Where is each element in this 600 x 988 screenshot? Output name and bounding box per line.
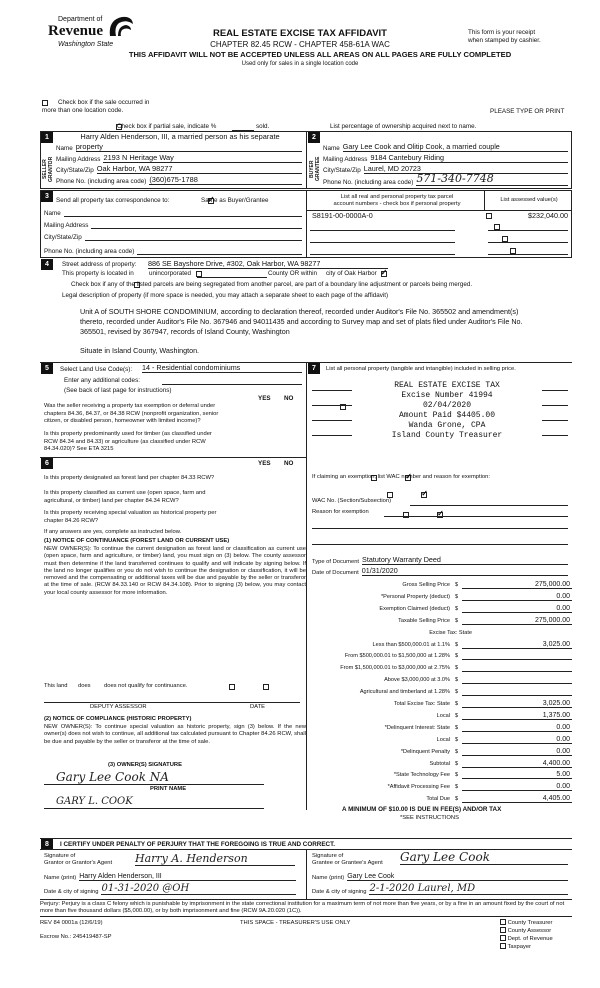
tax-row (316, 734, 572, 744)
parties-divider (306, 131, 307, 189)
parcel-3-field[interactable] (310, 242, 455, 243)
s6-q1: Is this property designated as forest land per chapter 84.33 RCW? (44, 475, 215, 481)
tax-row-label: From $500,000.01 to $1,500,000 at 1.28% (344, 653, 450, 660)
buyer-phone-field[interactable]: 571-340-7748 (416, 172, 568, 186)
doc-date-row (312, 566, 568, 576)
section-1-number: 1 (41, 132, 53, 143)
grantor-print-row (44, 871, 296, 881)
tax-row-value[interactable]: 5.00 (462, 771, 572, 779)
perjury-note: Perjury: Perjury is a class C felony which is punishable by imprisonment in the state correctional institution for a maximum term of not more than five years, or by a fine in an amount fixed by the court of not more than five thousand dollars ($5,000.00), or by both imprisonment and fine (RCW 9A.20.020 (1C)). (40, 901, 565, 915)
s7-top-rule (306, 362, 572, 363)
s3-name-row (44, 207, 302, 217)
situate-line: Situate in Island County, Washington. (80, 346, 200, 355)
additional-codes-field[interactable] (162, 384, 302, 385)
tax-row-label: Agricultural and timberland at 1.28% (359, 689, 450, 696)
tax-row-value[interactable]: 4,405.00 (462, 795, 572, 803)
tax-row-value[interactable] (462, 659, 572, 660)
seller-city-label: City/State/Zip (56, 167, 94, 174)
tax-row (316, 591, 572, 601)
multi-location-checkbox[interactable] (42, 100, 48, 106)
tax-row (316, 710, 572, 720)
dollar-sign: $ (455, 653, 459, 660)
receipt-note-1: This form is your receipt (468, 29, 536, 36)
tax-row-label: *Affidavit Processing Fee (387, 784, 450, 791)
grantee-date-field[interactable]: 2-1-2020 Laurel, MD (369, 883, 568, 895)
s8-bottom-rule (40, 899, 572, 900)
section-8-number: 8 (41, 839, 53, 850)
seller-name-field[interactable]: property (76, 142, 302, 152)
unincorporated-label: unincorporated (149, 270, 192, 277)
tax-row (316, 746, 572, 756)
segregated-label: Check box if any of the listed parcels are being segregated from another parcel, are part of a boundary line adjustment or parcels being merged. (71, 281, 473, 288)
buyer-city-field[interactable]: Laurel, MD 20723 (364, 164, 568, 174)
copy-treasurer-label: County Treasurer (507, 920, 553, 926)
notice2-title: (2) NOTICE OF COMPLIANCE (HISTORIC PROPERTY) (44, 716, 192, 722)
parcel-number[interactable]: S8191-00-0000A-0 (312, 211, 373, 220)
grantee-sig-label-2: Grantee or Grantee's Agent (312, 860, 383, 866)
stamp-line-2: Excise Number 41994 (401, 391, 493, 400)
copy-taxpayer-checkbox[interactable] (500, 943, 506, 949)
grantor-print-field[interactable]: Harry Alden Henderson, III (79, 873, 296, 881)
buyer-mailing-row (323, 153, 568, 163)
legal-line-1: Unit A of SOUTH SHORE CONDOMINIUM, according to declaration thereof, recorded under Auditor's File No. 365502 and amendment(s) (80, 307, 519, 316)
s3-mailing-field[interactable] (91, 220, 302, 229)
street-label: Street address of property: (62, 261, 137, 268)
copy-county-assessor (500, 927, 553, 935)
tax-row-value[interactable]: 0.00 (462, 783, 572, 791)
tax-row-value[interactable] (462, 683, 572, 684)
dollar-sign: $ (455, 593, 459, 600)
section-7-number: 7 (308, 363, 320, 374)
seller-city-field[interactable]: Oak Harbor, WA 98277 (97, 164, 302, 174)
tax-row-label: *Delinquent Penalty (400, 748, 450, 755)
tax-row-label: Exemption Claimed (deduct) (379, 605, 450, 612)
tax-row-value[interactable]: 0.00 (462, 593, 572, 601)
tax-row (316, 627, 572, 637)
tax-row-label: *Delinquent Interest: State (384, 724, 450, 731)
tax-row-value[interactable]: 0.00 (462, 605, 572, 613)
land-does-not-label: does not qualify for continuance. (104, 683, 188, 689)
grantee-signature[interactable]: Gary Lee Cook (400, 850, 568, 865)
dollar-sign: $ (455, 677, 459, 684)
tax-row (316, 662, 572, 672)
receipt-note-2: when stamped by cashier. (468, 37, 541, 44)
dollar-sign: $ (455, 796, 459, 803)
grantee-print-row (312, 871, 568, 881)
tax-row-value[interactable] (462, 695, 572, 696)
dept-line1: Department of (58, 16, 103, 23)
form-warning: THIS AFFIDAVIT WILL NOT BE ACCEPTED UNLESS ALL AREAS ON ALL PAGES ARE FULLY COMPLETED (128, 50, 512, 59)
seller-heading: Harry Alden Henderson, III, a married person as his separate (80, 132, 280, 141)
escrow-number: Escrow No.: 245419487-SP (40, 934, 112, 940)
copy-assessor-label: County Assessor (507, 928, 552, 934)
land-does-checkbox[interactable] (229, 684, 235, 690)
dollar-sign: $ (455, 748, 459, 755)
assessed-3-field[interactable] (488, 242, 568, 243)
tax-row (316, 781, 572, 791)
dollar-sign: $ (455, 772, 459, 779)
deputy-assessor-field[interactable] (44, 702, 300, 703)
grantor-date-label: Date & city of signing (44, 889, 99, 895)
dollar-sign: $ (455, 617, 459, 624)
buyer-name-field[interactable]: Gary Lee Cook and Olitip Cook, a married couple (343, 142, 568, 152)
tax-row-label: Total Excise Tax: State (393, 701, 450, 707)
s5-q2 (44, 431, 254, 454)
dollar-sign: $ (455, 665, 459, 672)
county-or-label: County OR within (268, 270, 317, 277)
grantee-sig-label-1: Signature of (312, 853, 344, 859)
buyer-name-label: Name (323, 145, 340, 152)
grantor-print-label: Name (print) (44, 875, 77, 881)
doc-type-field[interactable]: Statutory Warranty Deed (362, 555, 568, 565)
reason-field-3[interactable] (312, 544, 568, 545)
certify-statement: I CERTIFY UNDER PENALTY OF PERJURY THAT THE FOREGOING IS TRUE AND CORRECT. (60, 841, 335, 848)
street-field[interactable]: 886 SE Bayshore Drive, #302, Oak Harbor, WA 98277 (148, 259, 388, 269)
doc-date-field[interactable]: 01/31/2020 (362, 566, 568, 576)
tax-row-label: *Personal Property (deduct) (380, 593, 450, 600)
tax-row-value[interactable]: 3,025.00 (462, 700, 572, 708)
multi-location-label-1: Check box if the sale occurred in (58, 99, 150, 106)
legal-desc-label: Legal description of property (if more space is needed, you may attach a separate sheet to each page of the affidavit) (62, 292, 389, 299)
assessed-value[interactable]: $232,040.00 (528, 211, 568, 220)
county-field[interactable] (197, 277, 267, 278)
tax-row-label: Local (436, 712, 450, 719)
located-in-label: This property is located in (62, 270, 134, 277)
tax-row-label: Local (436, 736, 450, 743)
seller-city-row (56, 164, 302, 174)
s5-q1-line3: citizen, or disabled person, homeowner with limited income)? (44, 418, 201, 424)
tax-row-value[interactable]: 3,025.00 (462, 641, 572, 649)
land-use-field[interactable]: 14 - Residential condominiums (142, 363, 302, 373)
s6-q3-line2: chapter 84.26 RCW? (44, 517, 99, 524)
city-of-label: city of Oak Harbor (326, 270, 377, 277)
tax-row (316, 686, 572, 696)
dollar-sign: $ (455, 701, 459, 707)
buyer-mailing-field[interactable]: 9184 Cantebury Riding (370, 153, 568, 163)
buyer-mailing-label: Mailing Address (323, 156, 368, 163)
copy-dor-checkbox[interactable] (500, 935, 506, 941)
sold-label: sold. (256, 123, 270, 130)
tax-row-label: From $1,500,000.01 to $3,000,000 at 2.75% (340, 665, 450, 672)
tax-row-value[interactable]: 4,400.00 (462, 760, 572, 768)
seller-name-label: Name (56, 145, 73, 152)
s3-name-label: Name (44, 210, 61, 217)
exemption-claim-label: If claiming an exemption, list WAC number and reason for exemption: (312, 474, 490, 480)
doc-type-label: Type of Document (312, 559, 360, 565)
assessed-4-field[interactable] (488, 254, 568, 255)
parcel-col-divider (484, 190, 485, 210)
tax-row-label: Gross Selling Price (402, 582, 450, 588)
grantee-date-row (312, 883, 568, 895)
reason-label: Reason for exemption (312, 509, 369, 515)
s5-q2-line3: 84.34.020)? See ETA 3215 (44, 446, 114, 452)
section-3-divider (306, 190, 307, 258)
parcel-4-field[interactable] (310, 254, 455, 255)
grantor-date-row (44, 883, 296, 895)
copy-taxpayer-label: Taxpayer (507, 944, 532, 950)
notice1-title: (1) NOTICE OF CONTINUANCE (FOREST LAND OR CURRENT USE) (44, 538, 230, 544)
tax-row-label: Subtotal (429, 760, 450, 767)
this-land-label: This land (44, 683, 68, 689)
tax-row (316, 722, 572, 732)
see-back-note: (See back of last page for instructions) (64, 387, 172, 394)
grantor-sig-label-2: Grantor or Grantor's Agent (44, 860, 113, 866)
tax-row-value[interactable]: 275,000.00 (462, 617, 572, 625)
copy-taxpayer (500, 943, 553, 951)
print-name-label: PRINT NAME (150, 786, 187, 792)
ownership-note: List percentage of ownership acquired next to name. (330, 123, 477, 130)
buyer-name-row (323, 142, 568, 152)
tax-row (316, 698, 572, 708)
s5-q1-line1: Was the seller receiving a property tax exemption or deferral under (44, 403, 216, 409)
dor-logo-icon (106, 14, 136, 40)
land-does-label: does (78, 683, 91, 689)
owner-sig-label: (3) OWNER(S) SIGNATURE (108, 762, 182, 768)
reason-field-1[interactable] (384, 516, 568, 517)
assessed-header: List assessed value(s) (500, 197, 558, 203)
dept-line3: Washington State (58, 41, 114, 48)
s8-top-rule (40, 838, 572, 839)
owner-print-name[interactable]: GARY L. COOK (56, 796, 133, 807)
additional-codes-label: Enter any additional codes: (64, 377, 140, 384)
stamp-line-3: 02/04/2020 (422, 401, 471, 410)
buyer-side-label: BUYER GRANTEE (309, 156, 321, 182)
grantor-date-field[interactable]: 01-31-2020 @OH (101, 883, 296, 895)
s5-q2-line1: Is this property predominantly used for timber (as classified under (44, 431, 212, 437)
seller-side-label: SELLER GRANTOR (42, 156, 54, 182)
copy-dept-revenue (500, 935, 553, 943)
notice1-text: NEW OWNER(S): To continue the current designation as forest land or classification as current use (open space, farm and agriculture, or timber) land, you must sign on (3) below. The county assessor must then determine if the land transferred continues to qualify and will indicate by signing below. If the land no longer qualifies or you do not wish to continue the designation or classification, it will be removed and the compensating or additional taxes will be due and payable by the seller or transferor at the time of sale. (RCW 84.33.140 or RCW 84.34.108). Prior to signing (3) below, you may contact your local county assessor for more information. (44, 546, 306, 596)
tax-row-value[interactable]: 0.00 (462, 748, 572, 756)
dollar-sign: $ (455, 784, 459, 791)
dollar-sign: $ (455, 724, 459, 731)
section-5-number: 5 (41, 363, 53, 374)
seller-phone-row (56, 175, 302, 185)
grantor-sig-label-1: Signature of (44, 853, 76, 859)
s6-yes-header: YES (258, 460, 271, 467)
list-personal-property: List all personal property (tangible and intangible) included in selling price. (326, 366, 516, 372)
form-title: REAL ESTATE EXCISE TAX AFFIDAVIT (212, 28, 387, 39)
dollar-sign: $ (455, 582, 459, 588)
deputy-assessor-label: DEPUTY ASSESSOR (90, 704, 147, 710)
copy-dor-label: Dept. of Revenue (507, 936, 553, 942)
dollar-sign: $ (455, 712, 459, 719)
s3-city-label: City/State/Zip (44, 234, 82, 241)
legal-line-3: 365501, revised by 367947, records of Island County, Washington (80, 327, 290, 336)
within-city-checkbox[interactable] (381, 271, 387, 277)
tax-row-label: Total Due (426, 796, 450, 803)
assessed-2-field[interactable] (488, 230, 568, 231)
grantor-signature[interactable]: Harry A. Henderson (135, 852, 295, 866)
tax-row-label: *State Technology Fee (393, 772, 450, 779)
tax-row-value[interactable]: 1,375.00 (462, 712, 572, 720)
seller-phone-label: Phone No. (including area code) (56, 178, 147, 185)
copy-distribution-list (500, 919, 553, 951)
stamp-line-6: Island County Treasurer (391, 431, 503, 440)
stamp-line-5: Wanda Grone, CPA (408, 421, 486, 430)
tax-row (316, 639, 572, 649)
form-chapter: CHAPTER 82.45 RCW - CHAPTER 458-61A WAC (210, 40, 390, 49)
parcel-2-field[interactable] (310, 230, 455, 231)
s6-top-rule (40, 457, 306, 458)
s6-q2 (44, 490, 254, 505)
seller-name-row (56, 142, 302, 152)
s7-divider (306, 362, 307, 810)
tax-row-value[interactable] (462, 671, 572, 672)
seller-phone-field[interactable]: (360)675-1788 (149, 175, 302, 185)
tax-row-label: Above $3,000,000 at 3.0% (384, 677, 450, 684)
treasurer-stamp (352, 380, 542, 442)
buyer-phone-label: Phone No. (including area code) (323, 179, 414, 186)
doc-date-label: Date of Document (312, 570, 359, 576)
tax-row (316, 793, 572, 803)
s8-divider (306, 849, 307, 899)
owner-sig-line (44, 784, 264, 785)
stamp-line-4: Amount Paid $4405.00 (398, 411, 495, 420)
s3-mailing-row (44, 219, 302, 229)
wac-label: WAC No. (Section/Subsection) (312, 498, 392, 504)
land-does-not-checkbox[interactable] (263, 684, 269, 690)
legal-line-2: thereto, recorded under Auditor's File No. 367946 and 94011435 and according to Survey map and set of plats filed under Auditor's File No. (80, 317, 523, 326)
s3-phone-row (44, 245, 302, 255)
seller-mailing-row (56, 153, 302, 163)
s3-name-field[interactable] (64, 208, 302, 217)
copy-assessor-checkbox[interactable] (500, 927, 506, 933)
grantee-print-field[interactable]: Gary Lee Cook (347, 873, 568, 881)
stamp-line-1: REAL ESTATE EXCISE TAX (394, 381, 500, 390)
same-as-buyer-label: Same as Buyer/Grantee (201, 197, 269, 204)
treasurer-space-note: THIS SPACE - TREASURER'S USE ONLY (240, 920, 351, 926)
dollar-sign: $ (455, 641, 459, 648)
tax-row (316, 674, 572, 684)
owner-signature[interactable]: Gary Lee Cook NA (56, 770, 169, 784)
s5-no-header: NO (284, 395, 294, 402)
type-or-print: PLEASE TYPE OR PRINT (490, 108, 565, 115)
section-6-number: 6 (41, 458, 53, 469)
tax-row (316, 603, 572, 613)
tax-row (316, 650, 572, 660)
s6-q2-line2: agricultural, or timber) land per chapter 84.34 RCW? (44, 497, 179, 504)
s6-q2-line1: Is this property classified as current use (open space, farm and (44, 490, 206, 496)
tax-row-value[interactable]: 0.00 (462, 736, 572, 744)
dollar-sign: $ (455, 760, 459, 767)
send-correspondence-label: Send all property tax correspondence to: (56, 197, 170, 204)
s5-yes-header: YES (258, 395, 271, 402)
s5-q1-line2: chapters 84.36, 84.37, or 84.38 RCW (nonprofit organization, senior (44, 410, 219, 417)
seller-mailing-field[interactable]: 2193 N Heritage Way (103, 153, 302, 163)
section-2-number: 2 (308, 132, 320, 143)
grantee-print-label: Name (print) (312, 875, 345, 881)
dollar-sign: $ (455, 605, 459, 612)
s3-city-field[interactable] (85, 232, 302, 241)
s6-no-header: NO (284, 460, 294, 467)
footer-rule (40, 916, 572, 917)
copy-treasurer-checkbox[interactable] (500, 919, 506, 925)
buyer-city-label: City/State/Zip (323, 167, 361, 174)
dept-line2: Revenue (48, 23, 103, 39)
s3-city-row (44, 231, 302, 241)
s5-q2-line2: RCW 84.34 and 84.33) or agriculture (as classified under RCW (44, 438, 206, 445)
tax-row-value[interactable]: 0.00 (462, 724, 572, 732)
section-3-number: 3 (41, 191, 53, 202)
s6-q2-no-checkbox[interactable] (421, 492, 427, 498)
parcel-header-1: List all real and personal property tax parcel (340, 194, 454, 200)
tax-row (316, 579, 572, 589)
legal-description (80, 307, 570, 337)
s3-phone-label: Phone No. (including area code) (44, 248, 135, 255)
tax-row-value[interactable]: 275,000.00 (462, 581, 572, 589)
tax-row-label: Less than $500,000.01 at 1.1% (372, 641, 450, 648)
tax-row (316, 615, 572, 625)
if-yes-note: If any answers are yes, complete as instructed below. (44, 529, 182, 535)
s6-q3 (44, 510, 254, 525)
reason-field-2[interactable] (312, 528, 568, 529)
wac-field[interactable] (410, 505, 568, 506)
s3-mailing-label: Mailing Address (44, 222, 89, 229)
owner-print-line (44, 808, 264, 809)
doc-type-row (312, 555, 568, 565)
copy-county-treasurer (500, 919, 553, 927)
tax-row-label: Taxable Selling Price (398, 617, 450, 624)
seller-mailing-label: Mailing Address (56, 156, 101, 163)
dollar-sign: $ (455, 736, 459, 743)
s3-phone-field[interactable] (137, 246, 302, 255)
min-due-note: A MINIMUM OF $10.00 IS DUE IN FEE(S) AND/OR TAX (342, 806, 502, 813)
multi-location-label-2: more than one location code. (42, 107, 124, 114)
tax-row-label: Excise Tax: State (429, 629, 472, 636)
partial-sale-label: Check box if partial sale, indicate % (117, 123, 217, 130)
land-use-label: Select Land Use Code(s): (60, 366, 133, 373)
see-instructions-note: *SEE INSTRUCTIONS (400, 815, 459, 821)
deputy-date-label: DATE (250, 704, 266, 710)
s6-q3-line1: Is this property receiving special valuation as historical property per (44, 510, 217, 516)
tax-row (316, 758, 572, 768)
dollar-sign: $ (455, 689, 459, 696)
form-revision: REV 84 0001a (12/6/19) (40, 920, 103, 926)
buyer-phone-row (323, 173, 568, 186)
parcel-header-2: account numbers - check box if personal property (333, 201, 461, 207)
section-4-number: 4 (41, 259, 53, 270)
grantee-date-label: Date & city of signing (312, 889, 367, 895)
used-only-note: Used only for sales in a single location code (241, 61, 359, 67)
notice2-text: NEW OWNER(S): To continue special valuation as historic property, sign (3) below. If the new owner(s) does not wish to continue, all additional tax calculated pursuant to Chapter 84.26 RCW, shall be due and payable by the seller or transferor at the time of sale. (44, 724, 306, 745)
s5-q1 (44, 403, 254, 426)
tax-row (316, 769, 572, 779)
